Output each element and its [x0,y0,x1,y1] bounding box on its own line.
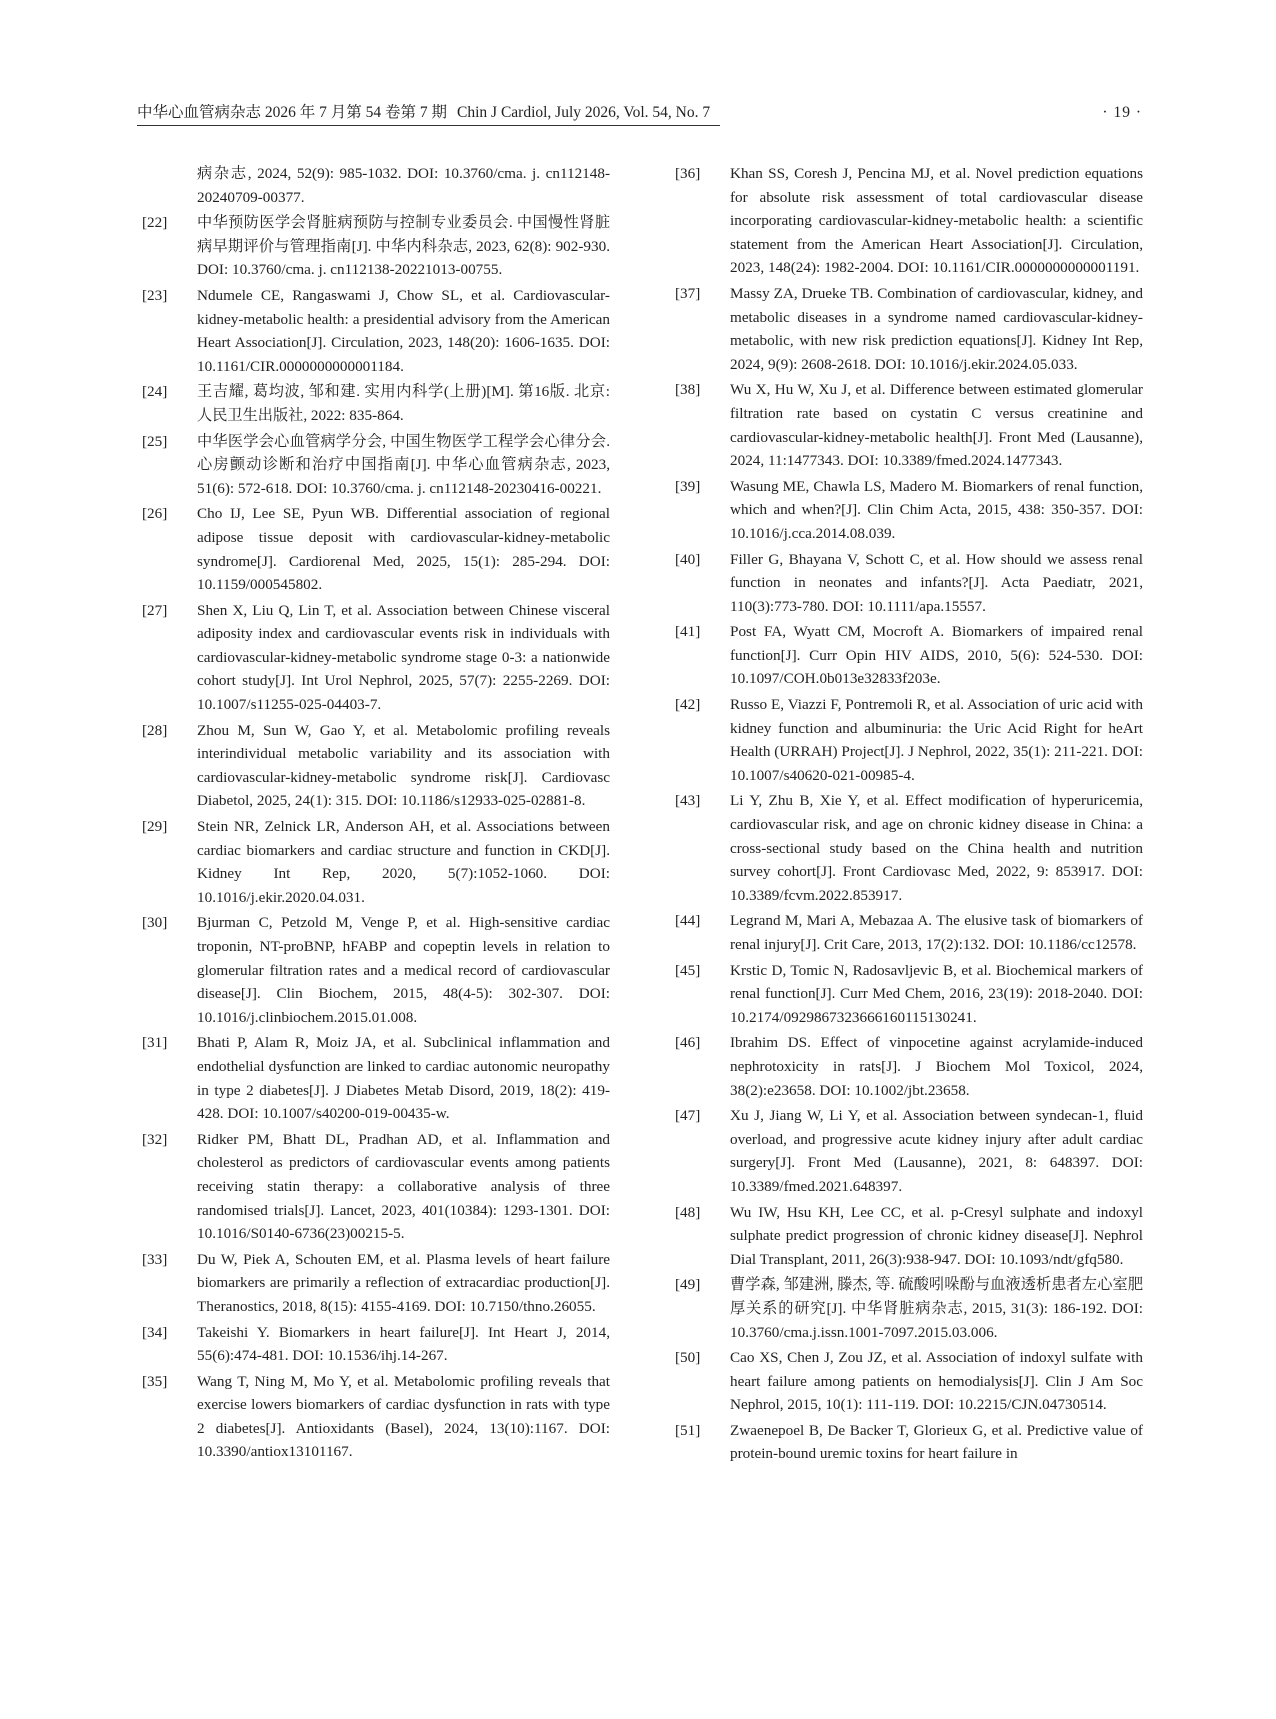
reference-number: [50] [675,1349,701,1367]
reference-item [142,502,610,596]
journal-citation [137,103,720,126]
reference-number: [47] [675,1107,701,1125]
reference-item [675,162,1143,280]
journal-title-cn: 中华心血管病杂志 2026 年 7 月第 54 卷第 7 期 [137,104,448,121]
reference-text: Massy ZA, Drueke TB. Combination of cardiovascular, kidney, and metabolic diseases in a syndrome named cardiovascular-kidney-metabolic, with new risk prediction equations[J]. Kidney Int Rep, 2024, 9(9): 2608-2618. DOI: 10.1016/j.ekir.2024.05.033. [730,284,1143,373]
reference-text: Xu J, Jiang W, Li Y, et al. Association between syndecan-1, fluid overload, and progressive acute kidney injury after adult cardiac surgery[J]. Front Med (Lausanne), 2021, 8: 648397. DOI: 10.3389/fmed.2021.648397. [730,1107,1143,1195]
reference-text: Wang T, Ning M, Mo Y, et al. Metabolomic profiling reveals that exercise lowers biomarkers of cardiac dysfunction in rats with type 2 diabetes[J]. Antioxidants (Basel), 2024, 13(10):1167. DOI: 10.3390/antiox13101167. [197,1372,610,1461]
reference-item [142,1031,610,1125]
journal-title-en: Chin J Cardiol, July 2026, Vol. 54, No. 7 [457,104,711,121]
reference-item [142,719,610,813]
reference-number: [32] [142,1130,168,1148]
reference-number: [28] [142,721,168,739]
reference-item [675,1031,1143,1102]
reference-number: [25] [142,432,168,450]
reference-text: Shen X, Liu Q, Lin T, et al. Association between Chinese visceral adiposity index and cardiovascular events risk in individuals with cardiovascular-kidney-metabolic syndrome stage 0-3: a nationwide cohort study[J]. Int Urol Nephrol, 2025, 57(7): 2255-2269. DOI: 10.1007/s11255-025-04403-7. [197,601,610,714]
reference-item [142,911,610,1029]
reference-text: Li Y, Zhu B, Xie Y, et al. Effect modification of hyperuricemia, cardiovascular risk, and age on chronic kidney disease in China: a cross-sectional study based on the China health and nutrition survey cohort[J]. Front Cardiovasc Med, 2022, 9: 853917. DOI: 10.3389/fcvm.2022.853917. [730,792,1143,904]
reference-number: [51] [675,1421,701,1439]
reference-item [675,693,1143,787]
reference-number: [33] [142,1250,168,1268]
reference-text: Wu IW, Hsu KH, Lee CC, et al. p-Cresyl sulphate and indoxyl sulphate predict progression of chronic kidney disease[J]. Nephrol Dial Transplant, 2011, 26(3):938-947. DOI: 10.1093/ndt/gfq580. [730,1203,1143,1268]
reference-item [142,599,610,717]
reference-number: [23] [142,286,168,304]
reference-item [675,378,1143,472]
reference-text: Ibrahim DS. Effect of vinpocetine against acrylamide-induced nephrotoxicity in rats[J]. J Biochem Mol Toxicol, 2024, 38(2):e23658. DOI: 10.1002/jbt.23658. [730,1034,1143,1099]
reference-number: [46] [675,1034,701,1052]
reference-text: Bjurman C, Petzold M, Venge P, et al. High-sensitive cardiac troponin, NT-proBNP, hFABP and copeptin levels in relation to glomerular filtration rates and a medical record of cardiovascular disease[J]. Clin Biochem, 2015, 48(4-5): 302-307. DOI: 10.1016/j.clinbiochem.2015.01.008. [197,914,610,1026]
reference-text: Stein NR, Zelnick LR, Anderson AH, et al. Associations between cardiac biomarkers and cardiac structure and function in CKD[J]. Kidney Int Rep, 2020, 5(7):1052-1060. DOI: 10.1016/j.ekir.2020.04.031. [197,818,610,906]
reference-number: [42] [675,696,701,714]
reference-number: [24] [142,383,168,401]
reference-item [142,1321,610,1368]
reference-item [675,282,1143,376]
reference-item [675,1273,1143,1344]
reference-number: [44] [675,912,701,930]
reference-text: 中华预防医学会肾脏病预防与控制专业委员会. 中国慢性肾脏病早期评价与管理指南[J]. 中华内科杂志, 2023, 62(8): 902-930. DOI: 10.3760/cma. j. cn112138-20221013-00755. [197,214,610,279]
reference-item [675,475,1143,546]
page-number: · 19 · [1102,104,1142,121]
reference-text: Legrand M, Mari A, Mebazaa A. The elusive task of biomarkers of renal injury[J]. Crit Care, 2013, 17(2):132. DOI: 10.1186/cc12578. [730,912,1143,953]
reference-text: Du W, Piek A, Schouten EM, et al. Plasma levels of heart failure biomarkers are primarily a reflection of extracardiac production[J]. Theranostics, 2018, 8(15): 4155-4169. DOI: 10.7150/thno.26055. [197,1250,610,1315]
reference-text: Russo E, Viazzi F, Pontremoli R, et al. Association of uric acid with kidney function and albuminuria: the Uric Acid Right for heArt Health (URRAH) Project[J]. J Nephrol, 2022, 35(1): 211-221. DOI: 10.1007/s40620-021-00985-4. [730,696,1143,784]
reference-text: Takeishi Y. Biomarkers in heart failure[J]. Int Heart J, 2014, 55(6):474-481. DOI: 10.1536/ihj.14-267. [197,1323,610,1365]
reference-text: 中华医学会心血管病学分会, 中国生物医学工程学会心律分会. 心房颤动诊断和治疗中国指南[J]. 中华心血管病杂志, 2023, 51(6): 572-618. DOI: 10.3760/cma. j. cn112148-20230416-00221. [197,432,610,497]
reference-number: [49] [675,1276,701,1294]
reference-number: [38] [675,381,701,399]
reference-number: [37] [675,284,701,302]
reference-item [675,909,1143,956]
reference-item [675,789,1143,907]
reference-number: [30] [142,914,168,932]
reference-item [142,284,610,378]
reference-number: [41] [675,623,701,641]
reference-text: Filler G, Bhayana V, Schott C, et al. How should we assess renal function in neonates and infants?[J]. Acta Paediatr, 2021, 110(3):773-780. DOI: 10.1111/apa.15557. [730,550,1143,615]
reference-item [675,1419,1143,1466]
reference-text: 曹学森, 邹建洲, 滕杰, 等. 硫酸吲哚酚与血液透析患者左心室肥厚关系的研究[J]. 中华肾脏病杂志, 2015, 31(3): 186-192. DOI: 10.3760/cma.j.issn.1001-7097.2015.03.006. [730,1276,1143,1341]
reference-number: [31] [142,1034,168,1052]
reference-item [142,380,610,427]
reference-item [142,211,610,282]
reference-text: Zhou M, Sun W, Gao Y, et al. Metabolomic profiling reveals interindividual metabolic variability and its association with cardiovascular-kidney-metabolic syndrome risk[J]. Cardiovasc Diabetol, 2025, 24(1): 315. DOI: 10.1186/s12933-025-02881-8. [197,721,610,810]
reference-text: Zwaenepoel B, De Backer T, Glorieux G, et al. Predictive value of protein-bound uremic toxins for heart failure in [730,1421,1143,1463]
reference-item [675,1346,1143,1417]
reference-number: [39] [675,477,701,495]
reference-number: [36] [675,165,701,182]
reference-text: Post FA, Wyatt CM, Mocroft A. Biomarkers of impaired renal function[J]. Curr Opin HIV AIDS, 2010, 5(6): 524-530. DOI: 10.1097/COH.0b013e32833f203e. [730,623,1143,688]
reference-text: Wasung ME, Chawla LS, Madero M. Biomarkers of renal function, which and when?[J]. Clin Chim Acta, 2015, 438: 350-357. DOI: 10.1016/j.cca.2014.08.039. [730,477,1143,542]
reference-item [142,1128,610,1246]
reference-number: [22] [142,214,168,232]
reference-item [675,959,1143,1030]
reference-item [142,815,610,909]
reference-number: [29] [142,818,168,836]
reference-text: Khan SS, Coresh J, Pencina MJ, et al. Novel prediction equations for absolute risk assessment of total cardiovascular disease incorporating cardiovascular-kidney-metabolic health: a scientific statement from the American Heart Association[J]. Circulation, 2023, 148(24): 1982-2004. DOI: 10.1161/CIR.0000000000001191. [730,165,1143,277]
reference-text: 王吉耀, 葛均波, 邹和建. 实用内科学(上册)[M]. 第16版. 北京: 人民卫生出版社, 2022: 835-864. [197,383,610,424]
reference-item [142,162,610,209]
running-header [137,103,1142,126]
reference-column-left [142,162,610,1466]
reference-item [142,1248,610,1319]
reference-text: Krstic D, Tomic N, Radosavljevic B, et al. Biochemical markers of renal function[J]. Curr Med Chem, 2016, 23(19): 2018-2040. DOI: 10.2174/0929867323666160115130241. [730,961,1143,1026]
reference-number: [43] [675,792,701,810]
reference-number: [34] [142,1323,168,1341]
reference-item [675,1104,1143,1198]
reference-text: Cao XS, Chen J, Zou JZ, et al. Association of indoxyl sulfate with heart failure among patients on hemodialysis[J]. Clin J Am Soc Nephrol, 2015, 10(1): 111-119. DOI: 10.2215/CJN.04730514. [730,1349,1143,1414]
reference-number: [45] [675,961,701,979]
reference-item [675,1201,1143,1272]
reference-number: [48] [675,1203,701,1221]
reference-text: Ndumele CE, Rangaswami J, Chow SL, et al. Cardiovascular-kidney-metabolic health: a presidential advisory from the American Heart Association[J]. Circulation, 2023, 148(20): 1606-1635. DOI: 10.1161/CIR.0000000000001184. [197,286,610,375]
reference-text: Ridker PM, Bhatt DL, Pradhan AD, et al. Inflammation and cholesterol as predictors of cardiovascular events among patients receiving statin therapy: a collaborative analysis of three randomised trials[J]. Lancet, 2023, 401(10384): 1293-1301. DOI: 10.1016/S0140-6736(23)00215-5. [197,1130,610,1243]
reference-item [142,430,610,501]
reference-text: Wu X, Hu W, Xu J, et al. Difference between estimated glomerular filtration rate based on cystatin C versus creatinine and cardiovascular-kidney-metabolic health[J]. Front Med (Lausanne), 2024, 11:1477343. DOI: 10.3389/fmed.2024.1477343. [730,381,1143,470]
reference-text: Bhati P, Alam R, Moiz JA, et al. Subclinical inflammation and endothelial dysfunction are linked to cardiac autonomic neuropathy in type 2 diabetes[J]. J Diabetes Metab Disord, 2019, 18(2): 419-428. DOI: 10.1007/s40200-019-00435-w. [197,1034,610,1123]
reference-text: 病杂志, 2024, 52(9): 985-1032. DOI: 10.3760/cma. j. cn112148-20240709-00377. [197,165,610,206]
reference-text: Cho IJ, Lee SE, Pyun WB. Differential association of regional adipose tissue deposit with cardiovascular-kidney-metabolic syndrome[J]. Cardiorenal Med, 2025, 15(1): 285-294. DOI: 10.1159/000545802. [197,505,610,594]
reference-item [675,620,1143,691]
reference-column-right [675,162,1143,1468]
reference-number: [27] [142,601,168,619]
reference-item [675,548,1143,619]
reference-item [142,1370,610,1464]
reference-number: [26] [142,505,168,523]
reference-number: [40] [675,550,701,568]
reference-number: [35] [142,1372,168,1390]
